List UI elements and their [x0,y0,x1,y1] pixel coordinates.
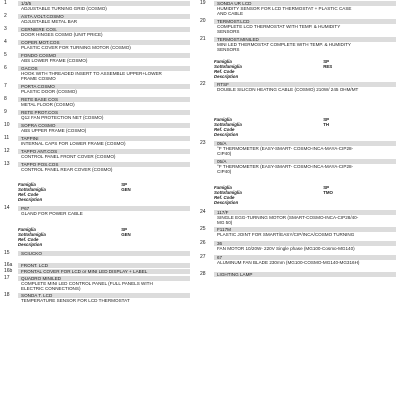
part-code: 1/3/5 [18,1,190,6]
part-body [18,263,190,268]
part-code: SONDA T. LCD [18,293,190,298]
part-number: 26 [200,240,206,247]
part-description: DOOR HINGES COSMO (UNIT PRICE) [21,32,103,37]
meta-value: SP [121,227,128,232]
meta-label: Description [214,132,239,137]
part-number: 5 [4,52,7,59]
part-body [18,110,190,120]
part-body [214,19,396,34]
part-code: 36 [214,241,396,246]
part-body [18,136,190,146]
part-description-cont: AND CABLE [217,11,244,16]
part-number: 28 [200,271,206,278]
meta-row [18,242,190,247]
part-code: RTSF [214,82,396,87]
part-entry [4,251,190,257]
meta-label: Sottofamiglia [214,122,242,127]
meta-label: Famiglia [214,59,232,64]
part-number: 23 [200,140,206,147]
part-body [18,97,190,107]
part-number: 8 [4,96,7,103]
part-description: °F THERMOMETER (EASY-SMART- COSMO-INCA-MAYA-CIP28- [217,146,354,151]
part-entry [4,136,190,146]
meta-value: TH [323,122,330,127]
meta-value: TMO [323,190,333,195]
part-number: 15 [4,250,10,257]
meta-label: Description [214,200,239,205]
part-description-cont: SENSORS [217,29,240,34]
part-description: COMPLETE MINI LED CONTROL PANEL (FULL PANELS WITH [21,281,153,286]
part-entry [4,149,190,159]
part-entry [4,110,190,120]
part-entry [4,1,190,11]
part-body [214,227,396,237]
part-description: HUMIDITY SENSOR FOR LCD THERMOSTAT + PLASTIC CASE [217,6,352,11]
part-code: F117M [214,227,396,232]
part-number: 19 [200,0,206,7]
part-code: 05/A [214,159,396,164]
part-description: Q12 FAN PROTECTION NET (COSMO) [21,115,104,120]
part-body [18,162,190,172]
part-entry [200,241,396,251]
part-code: P67 [18,206,190,211]
meta-label: Sottofamiglia [18,187,46,192]
part-entry [4,66,190,81]
part-description-cont: MG 50) [217,220,233,225]
part-entry [200,82,396,92]
part-body [214,141,396,156]
part-entry [4,97,190,107]
part-code: COPER.MOT.COS [18,40,190,45]
part-code: LIGHTING LAMP [214,272,396,277]
part-description: DOUBLE SILICON HEATING CABLE (COSMO) 210W/ 245 OHM/MT [217,87,359,92]
part-description: ADJUSTABLE TURNING GRID (COSMO) [21,6,107,11]
part-code: 117/F [214,210,396,215]
meta-label: Sottofamiglia [214,64,242,69]
meta-label: Description [18,197,43,202]
part-entry [4,269,190,275]
part-number: 24 [200,209,206,216]
part-body [214,210,396,225]
family-header [200,117,396,137]
part-number: 7 [4,83,7,90]
part-description: TEMPERATURE SENSOR FOR LCD THERMOSTAT [21,298,130,303]
part-entry [4,162,190,172]
part-body [18,251,190,256]
meta-label: Ref. Code [18,192,39,197]
part-code: 05/A [214,141,396,146]
part-code: RETE PROT.COS [18,110,190,115]
part-entry [4,27,190,37]
part-code: TAPPO ANT.COS [18,149,190,154]
part-description: HOOK WITH THREADED INSERT TO ASSEMBLE UPPER+LOWER [21,71,162,76]
part-description: SINGLE EGG-TURNING MOTOR (SMART-COSMO-INCA-CIP28/40- [217,215,359,220]
part-body [18,206,190,216]
part-number: 9 [4,109,7,116]
part-description: PLASTIC COVER FOR TURNING MOTOR (COSMO) [21,45,131,50]
part-body [18,123,190,133]
part-entry [200,141,396,156]
family-header [200,59,396,79]
part-description: FAN MOTOR 10/20W- 220V Single phase (MG100-Cosmo-MG140) [217,246,355,251]
part-entry [200,1,396,16]
part-body [18,84,190,94]
meta-label: Ref. Code [214,195,235,200]
part-number: 16b [4,268,13,275]
part-entry [4,293,190,303]
part-number: 20 [200,18,206,25]
part-description: ALUMINUM FAN BLADE 230mm (MG100-COSMO-MG140-MG316H) [217,260,360,265]
meta-value: GEN [121,232,131,237]
meta-label: Famiglia [18,227,36,232]
part-description-cont: CIP40) [217,151,232,156]
part-body [214,272,396,277]
part-entry [200,227,396,237]
part-body [214,82,396,92]
part-number: 11 [4,135,10,142]
part-description: PLASTIC JOINT FOR SMART/EASY/CIP/INCA/COSMO TURNING [217,232,355,237]
part-code: TERMOST.MINILED [214,37,396,42]
part-entry [200,19,396,34]
part-description: CONTROL PANEL FRONT COVER (COSMO) [21,154,116,159]
part-code: SCIUCKO [18,251,190,256]
part-code: TAPPO POS.COS [18,162,190,167]
family-header [4,182,190,202]
part-body [18,40,190,50]
part-number: 1 [4,0,7,7]
part-number: 6 [4,65,7,72]
part-description: MINI LED THERMOSTAT COMPLETE WITH TEMP. & HUMIDITY [217,42,351,47]
part-entry [200,255,396,265]
meta-row [214,132,396,137]
meta-label: Sottofamiglia [18,232,46,237]
meta-value: RES [323,64,333,69]
meta-label: Ref. Code [214,127,235,132]
part-entry [4,276,190,291]
part-description-cont: SENSORS [217,47,240,52]
part-body [214,241,396,251]
part-description: GLAND FOR POWER CABLE [21,211,83,216]
part-entry [4,84,190,94]
part-body [18,14,190,24]
part-number: 4 [4,39,7,46]
part-code: TERMOST.LCD [214,19,396,24]
part-number: 16a [4,262,13,269]
part-number: 3 [4,26,7,33]
part-body [18,27,190,37]
meta-row [214,200,396,205]
part-description: INTERNAL CAPS FOR LOWER FRAME (COSMO) [21,141,126,146]
part-code: FONDO COSMO [18,53,190,58]
part-number: 14 [4,205,10,212]
part-description: COMPLETE LCD THERMOSTAT WITH TEMP. & HUMIDITY [217,24,341,29]
meta-value: SP [323,117,330,122]
part-entry [4,14,190,24]
part-entry [4,40,190,50]
meta-row [214,74,396,79]
part-body [18,269,190,274]
part-number: 18 [4,292,10,299]
part-body [18,66,190,81]
part-body [18,149,190,159]
meta-label: Ref. Code [214,69,235,74]
part-number: 13 [4,161,10,168]
part-description: PLASTIC DOOR (COSMO) [21,89,77,94]
part-code: TAPPINI [18,136,190,141]
part-code: 67 [214,255,396,260]
part-code: ASTA.VOLT.COSMO [18,14,190,19]
part-number: 27 [200,254,206,261]
part-description-cont: ELECTRIC CONNECTIONS) [21,286,81,291]
part-entry [4,206,190,216]
part-code: PORTA COSMO [18,84,190,89]
meta-label: Famiglia [18,182,36,187]
part-entry [4,263,190,269]
meta-value: GEN [121,187,131,192]
part-entry [200,37,396,52]
meta-value: SP [323,59,330,64]
part-body [18,276,190,291]
part-description: ADJUSTABLE METAL BAR [21,19,78,24]
part-description: METAL FLOOR (COSMO) [21,102,75,107]
meta-value: SP [323,185,330,190]
part-description: °F THERMOMETER (EASY-SMART- COSMO-INCA-MAYA-CIP28- [217,164,354,169]
part-entry [4,123,190,133]
part-number: 10 [4,122,10,129]
part-code: SOPRA COSMO [18,123,190,128]
meta-row [18,197,190,202]
part-code: SONDA UR LCD [214,1,396,6]
part-number: 17 [4,275,10,282]
part-number: 22 [200,81,206,88]
part-entry [200,159,396,174]
meta-label: Famiglia [214,185,232,190]
part-number: 12 [4,148,10,155]
part-description-cont: FRAME COSMO [21,76,56,81]
meta-label: Ref. Code [18,237,39,242]
part-body [214,255,396,265]
part-body [214,159,396,174]
part-code: FRONT. LCD [18,263,190,268]
part-description: ABS UPPER FRAME (COSMO) [21,128,87,133]
part-number: 2 [4,13,7,20]
part-code: CERNIERE COS. [18,27,190,32]
meta-value: SP [121,182,128,187]
part-body [18,53,190,63]
part-description-cont: CIP40) [217,169,232,174]
family-header [4,227,190,247]
part-body [214,1,396,16]
part-entry [4,53,190,63]
part-description: CONTROL PANEL REAR COVER (COSMO) [21,167,113,172]
part-code: RETE BASE COS [18,97,190,102]
part-number: 21 [200,36,206,43]
meta-label: Sottofamiglia [214,190,242,195]
part-code: FRONTAL COVER FOR LCD or MINI LED DISPLAY + LABEL [18,269,190,274]
part-code: QUADRO MINILED [18,276,190,281]
part-body [18,293,190,303]
part-body [18,1,190,11]
meta-label: Famiglia [214,117,232,122]
meta-label: Description [214,74,239,79]
part-number: 25 [200,226,206,233]
meta-label: Description [18,242,43,247]
part-code: GACOS [18,66,190,71]
part-body [214,37,396,52]
part-entry [200,272,396,278]
part-entry [200,210,396,225]
family-header [200,185,396,205]
part-description: ABS LOWER FRAME (COSMO) [21,58,88,63]
